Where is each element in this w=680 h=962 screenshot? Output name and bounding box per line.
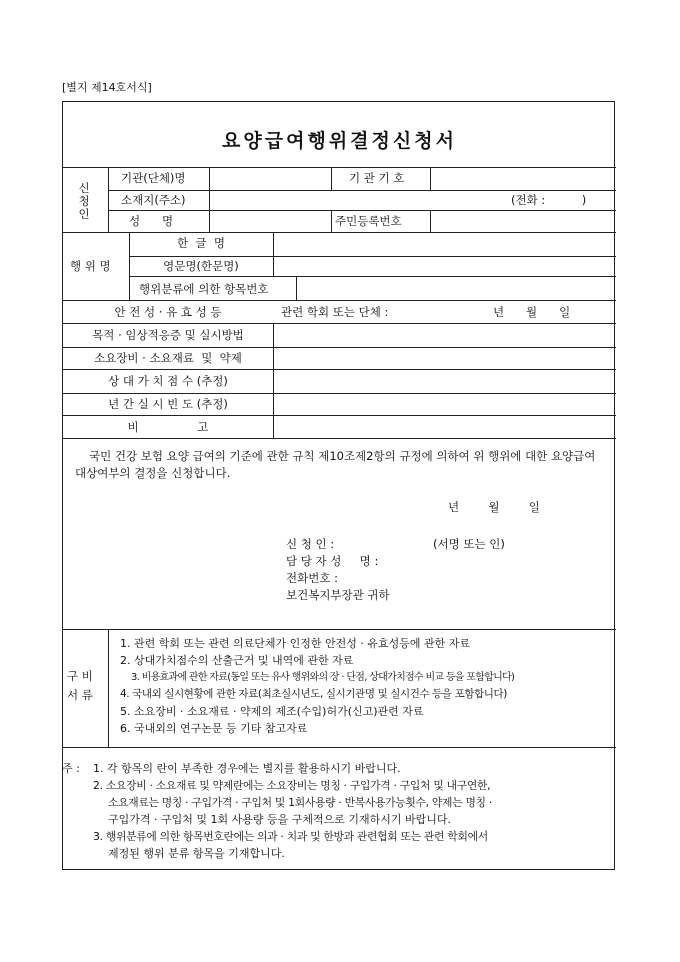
note-item: 3. 행위분류에 의한 항목번호란에는 의과 · 치과 및 한방과 관련협회 또는 관련 학회에서 [93, 830, 488, 843]
rule [430, 167, 431, 190]
phone-line: 전화번호 : [286, 571, 338, 585]
document-item: 6. 국내외의 연구논문 등 기타 참고자료 [120, 722, 308, 735]
remarks-label: 비 고 [127, 420, 209, 434]
act-name-section-label: 행 위 명 [70, 259, 111, 273]
rule [63, 232, 616, 233]
relative-value-label: 상 대 가 치 점 수 (추정) [108, 374, 228, 388]
rule [129, 256, 616, 257]
safety-value: 관련 학회 또는 단체 : [281, 305, 389, 319]
classification-label: 행위분류에 의한 항목번호 [139, 282, 269, 296]
rule [108, 210, 616, 211]
english-name-label: 영문명(한문명) [163, 259, 239, 273]
rule [63, 347, 616, 348]
rule [273, 232, 274, 276]
safety-label: 안 전 성 · 유 효 성 등 [114, 305, 222, 319]
rule [108, 167, 109, 232]
rule [63, 747, 616, 748]
korean-name-label: 한 글 명 [177, 236, 225, 250]
rule [331, 210, 332, 232]
declaration-date: 년 월 일 [448, 500, 540, 514]
note-item: 제정된 행위 분류 항목을 기재합니다. [108, 847, 285, 860]
rule [63, 629, 616, 630]
equipment-label: 소요장비 · 소요재료 및 약제 [94, 351, 242, 365]
address-label: 소재지(주소) [121, 193, 186, 207]
form-tag: [별지 제14호서식] [62, 81, 152, 94]
rule [63, 438, 616, 439]
rule [63, 415, 616, 416]
applicant-section-label: 신청인 [78, 181, 90, 221]
document-item: 4. 국내외 실시현황에 관한 자료(최초실시년도, 실시기관명 및 실시건수 등을 포함합니다) [120, 688, 507, 700]
application-form [62, 101, 615, 870]
note-item: 1. 각 항목의 란이 부족한 경우에는 별지를 활용하시기 바랍니다. [93, 762, 401, 775]
rule [209, 167, 210, 232]
rrn-label: 주민등록번호 [335, 214, 402, 228]
phone-hint: (전화 : ) [511, 193, 587, 207]
rule [108, 629, 109, 747]
rule [63, 300, 616, 301]
rule [331, 167, 332, 190]
purpose-label: 목적 · 임상적응증 및 실시방법 [92, 328, 244, 342]
contact-line: 담 당 자 성 명 : [286, 554, 379, 568]
rule [63, 323, 616, 324]
rule [63, 167, 616, 168]
declaration-text: 국민 건강 보험 요양 급여의 기준에 관한 규칙 제10조제2항의 규정에 의하여 위 행위에 대한 요양급여대상여부의 결정을 신청합니다. [75, 449, 596, 480]
documents-section-label: 서 류 [67, 688, 93, 702]
note-item: 소요재료는 명칭 · 구입가격 · 구입처 및 1회사용량 · 반복사용가능횟수, 약제는 명칭 · [108, 796, 492, 809]
name-label: 성 명 [129, 214, 174, 228]
rule [273, 323, 274, 438]
org-name-label: 기관(단체)명 [121, 171, 186, 185]
sign-hint: (서명 또는 인) [433, 537, 505, 551]
document-item: 5. 소요장비 · 소요재료 · 약제의 제조(수입)허가(신고)관련 자료 [120, 705, 424, 718]
note-item: 구입가격 · 구입처 및 1회 사용량 등을 구체적으로 기재하시기 바랍니다. [108, 813, 451, 826]
applicant-line: 신 청 인 : [286, 537, 335, 551]
rule [63, 393, 616, 394]
notes-prefix: 주 : [62, 762, 80, 775]
rule [129, 276, 616, 277]
document-item: 3. 비용효과에 관한 자료(동일 또는 유사 행위와의 장 · 단점, 상대가치점수 비교 등을 포함합니다) [131, 672, 515, 683]
addressee: 보건복지부장관 귀하 [286, 588, 390, 602]
safety-date: 년 월 일 [493, 305, 571, 319]
document-item: 1. 관련 학회 또는 관련 의료단체가 인정한 안전성 · 유효성등에 관한 자료 [120, 637, 470, 650]
rule [296, 276, 297, 300]
frequency-label: 년 간 실 시 빈 도 (추정) [108, 397, 228, 411]
documents-section-label: 구 비 [67, 669, 93, 683]
rule [63, 369, 616, 370]
rule [108, 190, 616, 191]
org-code-label: 기 관 기 호 [349, 171, 405, 185]
form-title: 요양급여행위결정신청서 [222, 130, 457, 152]
note-item: 2. 소요장비 · 소요재료 및 약제란에는 소요장비는 명칭 · 구입가격 · 구입처 및 내구연한, [93, 779, 491, 792]
document-item: 2. 상대가치점수의 산출근거 및 내역에 관한 자료 [120, 654, 354, 667]
rule [430, 210, 431, 232]
